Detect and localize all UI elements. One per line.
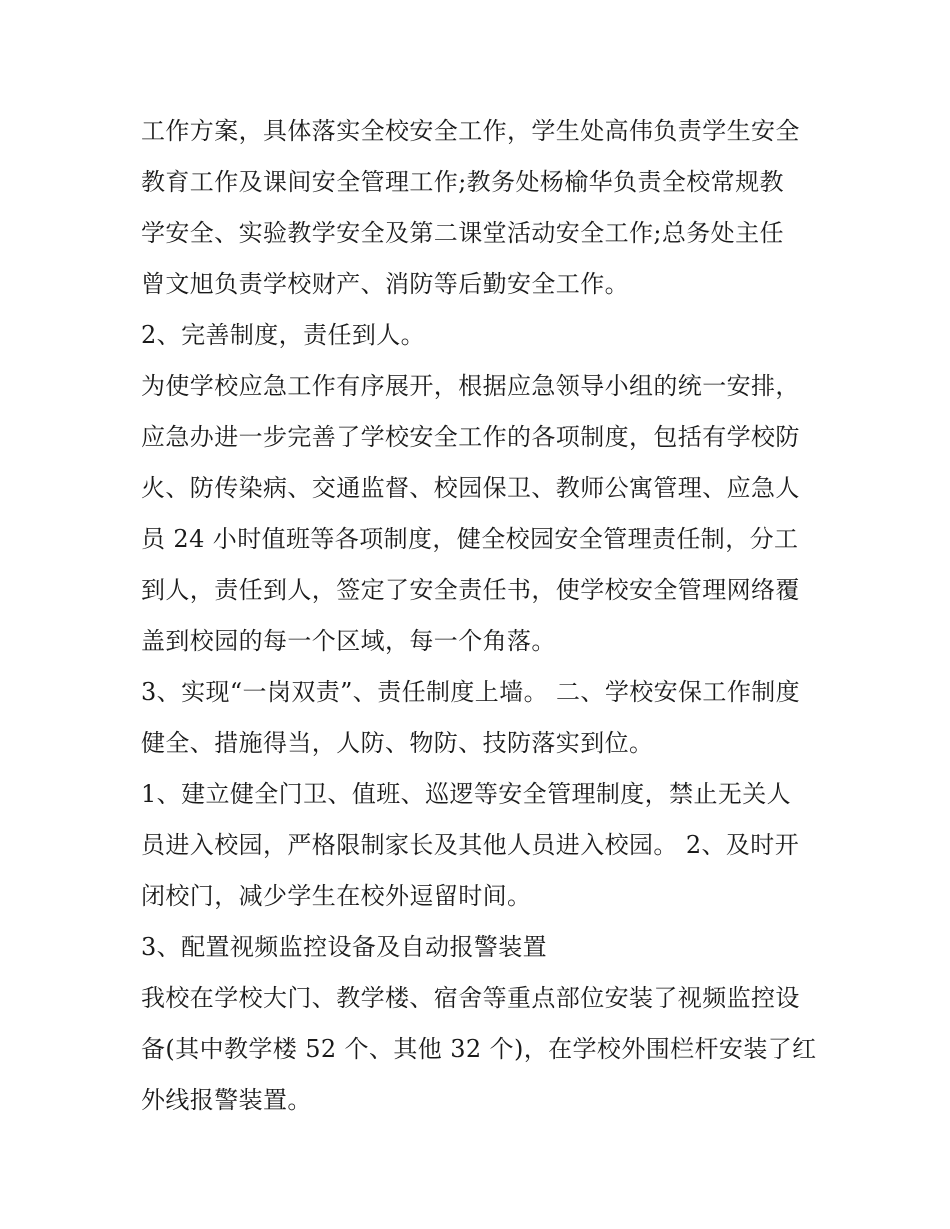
section-heading-monitoring: 3、配置视频监控设备及自动报警装置 [141,933,548,961]
text-line: 曾文旭负责学校财产、消防等后勤安全工作。 [141,270,629,298]
text-line: 健全、措施得当，人防、物防、技防落实到位。 [141,729,654,757]
text-line: 应急办进一步完善了学校安全工作的各项制度，包括有学校防 [141,423,800,451]
body-text [141,106,816,1126]
section-heading-3: 3、实现“一岗双责”、责任制度上墙。 二、学校安保工作制度 [141,678,801,706]
text-line: 员进入校园，严格限制家长及其他人员进入校园。 2、及时开 [141,831,800,859]
text-line: 员 24 小时值班等各项制度，健全校园安全管理责任制，分工 [141,525,799,553]
text-line: 闭校门，减少学生在校外逗留时间。 [141,882,532,910]
text-line: 火、防传染病、交通监督、校园保卫、教师公寓管理、应急人 [141,474,800,502]
text-line: 为使学校应急工作有序展开，根据应急领导小组的统一安排， [141,372,800,400]
text-line: 到人，责任到人，签定了安全责任书，使学校安全管理网络覆 [141,576,800,604]
text-line: 备(其中教学楼 52 个、其他 32 个)，在学校外围栏杆安装了红 [141,1035,817,1063]
text-line: 我校在学校大门、教学楼、宿舍等重点部位安装了视频监控设 [141,984,800,1012]
section-heading-2: 2、完善制度，责任到人。 [141,321,426,349]
text-line: 1、建立健全门卫、值班、巡逻等安全管理制度，禁止无关人 [141,780,792,808]
text-line: 教育工作及课间安全管理工作;教务处杨榆华负责全校常规教 [141,168,784,196]
text-line: 工作方案，具体落实全校安全工作，学生处高伟负责学生安全 [141,117,800,145]
text-line: 学安全、实验教学安全及第二课堂活动安全工作;总务处主任 [141,219,784,247]
text-line: 盖到校园的每一个区域，每一个角落。 [141,627,556,655]
text-line: 外线报警装置。 [141,1086,312,1114]
